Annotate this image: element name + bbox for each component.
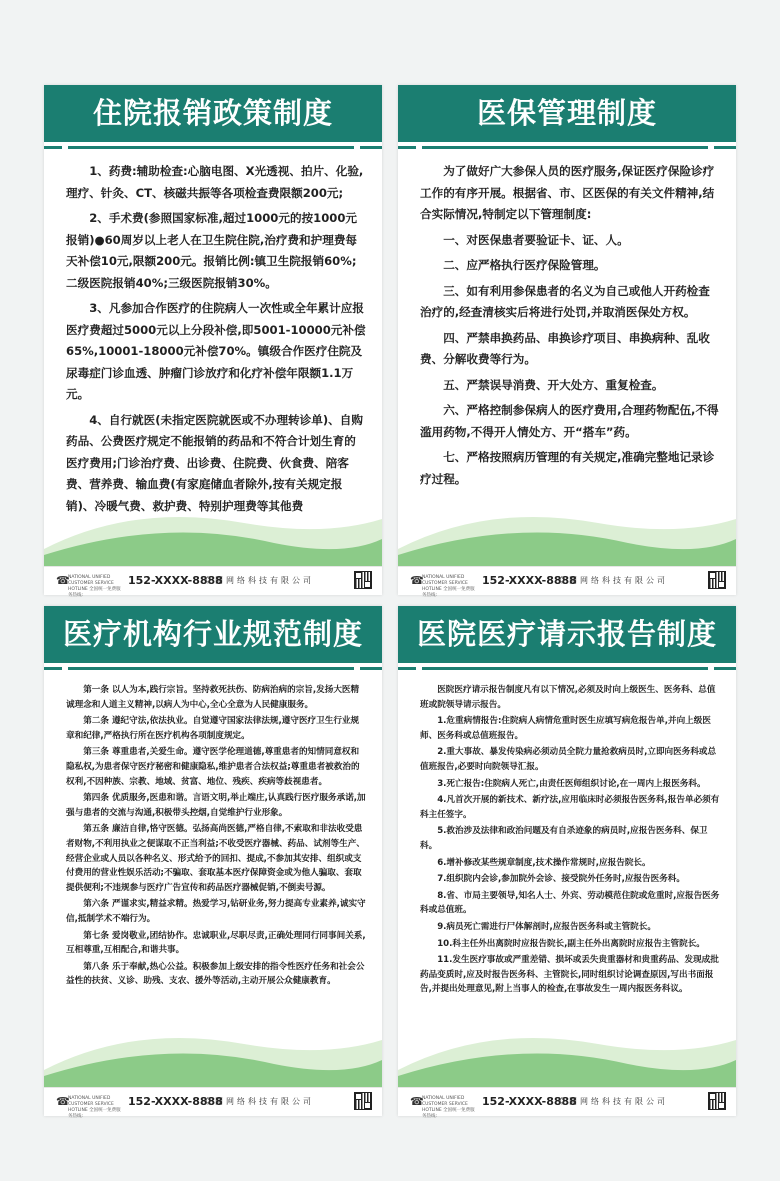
poster-header [44,606,382,663]
phone-icon: ☎ [410,574,424,587]
paragraph: 四、严禁串换药品、串换诊疗项目、串换病种、乱收费、分解收费等行为。 [420,330,710,366]
hotline-number: 152-XXXX-8888 [482,1095,577,1108]
hotline-number: 152-XXXX-8888 [128,1095,223,1108]
phone-icon: ☎ [410,1095,424,1108]
paragraph: 第八条 乐于奉献,热心公益。积极参加上级安排的指令性医疗任务和社会公益性的扶贫、义诊、助残、支农、援外等活动,主动开展公众健康教育。 [66,961,365,987]
poster-reimbursement [44,85,382,598]
company-name: 众图网络科技有限公司 [558,1097,668,1106]
header-divider [44,146,382,149]
paragraph: 三、如有利用参保患者的名义为自己或他人开药检查治疗的,经查清核实后将进行处罚,并取消医保处方权。 [420,283,710,319]
paragraph: 4.凡首次开展的新技术、新疗法,应用临床时必须报告医务科,报告单必须有科主任签字。 [420,795,720,820]
poster-body [398,153,736,561]
company-name: 众图网络科技有限公司 [204,576,314,585]
paragraph: 第一条 以人为本,践行宗旨。坚持救死扶伤、防病治病的宗旨,发扬大医精诚理念和人道主义精神,以病人为中心,全心全意为人民健康服务。 [66,685,360,710]
paragraph: 7.组织院内会诊,参加院外会诊、接受院外任务时,应报告医务科。 [437,874,685,885]
paragraph: 第七条 爱岗敬业,团结协作。忠诚职业,尽职尽责,正确处理同行同事间关系,互相尊重,互相配合,和谐共事。 [66,930,366,956]
paragraph: 11.发生医疗事故或严重差错、损坏或丢失贵重器材和贵重药品、发现成批药品变质时,应及时报告医务科、主管院长,同时组织讨论调查原因,写出书面报告,并提出处理意见,附上当事人的检查,在事故发生一周内报医务科议。 [420,955,719,995]
paragraph: 2.重大事故、暴发传染病必须动员全院力量抢救病员时,立即向医务科或总值班报告,必要时向院领导汇报。 [420,747,717,772]
poster-request-report [398,606,736,1119]
poster-footer [398,1087,736,1119]
paragraph: 1.危重病情报告:住院病人病情危重时医生应填写病危报告单,并向上级医师、医务科或总值班报告。 [420,716,711,741]
paragraph: 五、严禁误导消费、开大处方、重复检查。 [443,377,664,392]
poster-title: 医疗机构行业规范制度 [62,617,363,651]
qr-code-icon [354,571,372,589]
header-divider [44,667,382,670]
paragraph: 2、手术费(参照国家标准,超过1000元的按1000元报销)●60周岁以上老人在卫生院住院,治疗费和护理费每天补偿10元,限额200元。报销比例:镇卫生院报销60%;二级医院报销40%;三级医院报销30%。 [66,211,358,290]
decorative-wave [398,1030,736,1088]
paragraph: 第五条 廉洁自律,恪守医德。弘扬高尚医德,严格自律,不索取和非法收受患者财物,不利用执业之便谋取不正当利益;不收受医疗器械、药品、试剂等生产、经营企业或人员以各种名义、形式给予的回扣、提成,不参加其安排、组织或支付费用的营业性娱乐活动;不骗取、套取基本医疗保障资金或为他人骗取、套取提供便利;不违规参与医疗广告宣传和药品医疗器械促销,不倒卖号源。 [66,824,365,893]
paragraph: 二、应严格执行医疗保险管理。 [443,258,606,272]
poster-header [44,85,382,142]
poster-medical-insurance [398,85,736,598]
paragraph: 第四条 优质服务,医患和谐。言语文明,举止端庄,认真践行医疗服务承诺,加强与患者的交流与沟通,积极带头控烟,自觉维护行业形象。 [66,793,366,818]
poster-header [398,85,736,142]
decorative-wave [44,509,382,567]
poster-header [398,606,736,663]
paragraph: 第六条 严谨求实,精益求精。热爱学习,钻研业务,努力提高专业素养,诚实守信,抵制学术不端行为。 [66,899,366,924]
paragraph: 9.病员死亡需进行尸体解剖时,应报告医务科或主管院长。 [437,921,656,932]
paragraph: 4、自行就医(未指定医院就医或不办理转诊单)、自购药品、公费医疗规定不能报销的药品和不符合计划生育的医疗费用;门诊治疗费、出诊费、住院费、伙食费、陪客费、营养费、输血费(有家庭储血者除外,按有关规定报销)、冷暖气费、救护费、特别护理费等其他费 [66,412,363,513]
company-name: 众图网络科技有限公司 [204,1097,314,1106]
paragraph: 一、对医保患者要验证卡、证、人。 [443,232,629,247]
paragraph: 第二条 遵纪守法,依法执业。自觉遵守国家法律法规,遵守医疗卫生行业规章和纪律,严格执行所在医疗机构各项制度规定。 [66,716,360,741]
hotline-caption: NATIONAL UNIFIED CUSTOMER SERVICE HOTLINE 全国统一免费服务热线: [422,1096,475,1119]
paragraph: 6.增补修改某些规章制度,技术操作常规时,应报告院长。 [437,857,651,868]
poster-footer [398,566,736,598]
hotline-number: 152-XXXX-8888 [482,574,577,587]
hotline-caption: NATIONAL UNIFIED CUSTOMER SERVICE HOTLINE 全国统一免费服务热线: [68,575,121,598]
poster-footer [44,566,382,598]
poster-body [398,674,736,1082]
hotline-caption: NATIONAL UNIFIED CUSTOMER SERVICE HOTLINE 全国统一免费服务热线: [68,1096,121,1119]
paragraph: 10.科主任外出离院时应报告院长,副主任外出离院时应报告主管院长。 [437,938,705,949]
paragraph: 8.省、市局主要领导,知名人士、外宾、劳动模范住院或危重时,应报告医务科或总值班。 [420,890,720,916]
poster-footer [44,1087,382,1119]
paragraph: 医院医疗请示报告制度凡有以下情况,必须及时向上级医生、医务科、总值班或院领导请示报告。 [420,685,716,710]
paragraph: 3.死亡报告:住院病人死亡,由责任医师组织讨论,在一周内上报医务科。 [437,778,706,789]
qr-code-icon [708,1092,726,1110]
paragraph: 第三条 尊重患者,关爱生命。遵守医学伦理道德,尊重患者的知情同意权和隐私权,为患者保守医疗秘密和健康隐私,维护患者合法权益;尊重患者被救治的权利,不因种族、宗教、地域、贫富、地位、残疾、疾病等歧视患者。 [66,747,360,787]
poster-title: 住院报销政策制度 [92,96,333,130]
company-name: 众图网络科技有限公司 [558,576,668,585]
paragraph: 5.救治涉及法律和政治问题及有自杀迹象的病员时,应报告医务科、保卫科。 [420,826,708,851]
paragraph: 七、严格按照病历管理的有关规定,准确完整地记录诊疗过程。 [420,450,715,486]
decorative-wave [44,1030,382,1088]
poster-body [44,153,382,561]
header-divider [398,146,736,149]
hotline-number: 152-XXXX-8888 [128,574,223,587]
header-divider [398,667,736,670]
poster-industry-norms [44,606,382,1119]
decorative-wave [398,509,736,567]
paragraph: 1、药费:辅助检查:心脑电图、X光透视、拍片、化验,理疗、针灸、CT、核磁共振等各项检查费限额200元; [66,164,364,200]
hotline-caption: NATIONAL UNIFIED CUSTOMER SERVICE HOTLINE 全国统一免费服务热线: [422,575,475,598]
poster-title: 医保管理制度 [476,96,657,130]
paragraph: 3、凡参加合作医疗的住院病人一次性或全年累计应报医疗费超过5000元以上分段补偿,即5001-10000元补偿65%,10001-18000元补偿70%。镇级合作医疗住院及尿毒症门诊血透、肿瘤门诊放疗和化疗补偿年限额1.1万元。 [66,301,366,401]
paragraph: 为了做好广大参保人员的医疗服务,保证医疗保险诊疗工作的有序开展。根据省、市、区医保的有关文件精神,结合实际情况,特制定以下管理制度: [420,164,715,221]
phone-icon: ☎ [56,574,70,587]
phone-icon: ☎ [56,1095,70,1108]
qr-code-icon [354,1092,372,1110]
poster-body [44,674,382,1082]
poster-title: 医院医疗请示报告制度 [416,617,717,651]
qr-code-icon [708,571,726,589]
paragraph: 六、严格控制参保病人的医疗费用,合理药物配伍,不得滥用药物,不得开人情处方、开“搭车”药。 [420,403,719,439]
